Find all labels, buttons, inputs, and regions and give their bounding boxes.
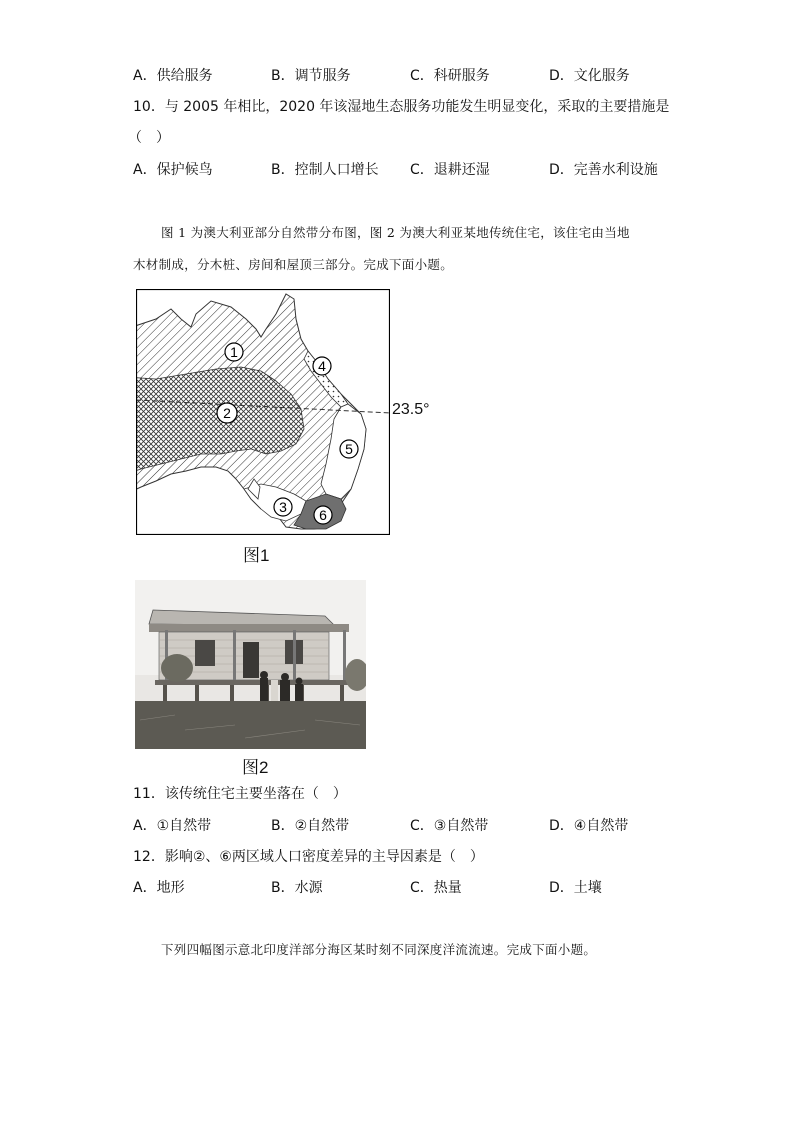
q11-option-a: A．①自然带	[133, 818, 212, 834]
latitude-label: 23.5°	[392, 401, 430, 418]
australia-zone-map	[136, 289, 390, 535]
intro1-line2: 木材制成，分木桩、房间和屋顶三部分。完成下面小题。	[133, 257, 454, 272]
intro2-line1: 下列四幅图示意北印度洋部分海区某时刻不同深度洋流流速。完成下面小题。	[161, 942, 597, 957]
q10-answer-paren: （ ）	[128, 130, 170, 146]
zone-5-label: 5	[345, 441, 353, 457]
q9-option-a: A．供给服务	[133, 68, 213, 84]
q12-option-c: C．热量	[410, 880, 462, 896]
map-body	[136, 294, 390, 529]
q10-stem: 10．与 2005 年相比，2020 年该湿地生态服务功能发生明显变化，采取的主要措施是	[133, 99, 670, 115]
q11-option-c: C．③自然带	[410, 818, 489, 834]
q11-option-b: B．②自然带	[271, 818, 350, 834]
q10-option-a: A．保护候鸟	[133, 162, 213, 178]
q12-option-b: B．水源	[271, 880, 323, 896]
q9-option-b: B．调节服务	[271, 68, 351, 84]
q12-option-d: D．土壤	[549, 880, 602, 896]
q10-option-d: D．完善水利设施	[549, 162, 658, 178]
zone-1-label: 1	[230, 344, 238, 360]
figure1-caption: 图1	[243, 546, 270, 565]
intro1-line1: 图 1 为澳大利亚部分自然带分布图，图 2 为澳大利亚某地传统住宅，该住宅由当地	[161, 225, 630, 240]
q11-stem: 11．该传统住宅主要坐落在（ ）	[133, 786, 347, 802]
zone-2-label: 2	[223, 405, 231, 421]
traditional-house-photo	[135, 580, 366, 749]
q10-option-b: B．控制人口增长	[271, 162, 379, 178]
q12-option-a: A．地形	[133, 880, 185, 896]
zone-6-label: 6	[319, 507, 327, 523]
q9-option-c: C．科研服务	[410, 68, 490, 84]
q9-option-d: D．文化服务	[549, 68, 630, 84]
zone-3-label: 3	[279, 499, 287, 515]
zone-4-label: 4	[318, 358, 326, 374]
q12-stem: 12．影响②、⑥两区域人口密度差异的主导因素是（ ）	[133, 849, 484, 865]
q11-option-d: D．④自然带	[549, 818, 629, 834]
q10-option-c: C．退耕还湿	[410, 162, 490, 178]
figure2-caption: 图2	[242, 758, 269, 777]
